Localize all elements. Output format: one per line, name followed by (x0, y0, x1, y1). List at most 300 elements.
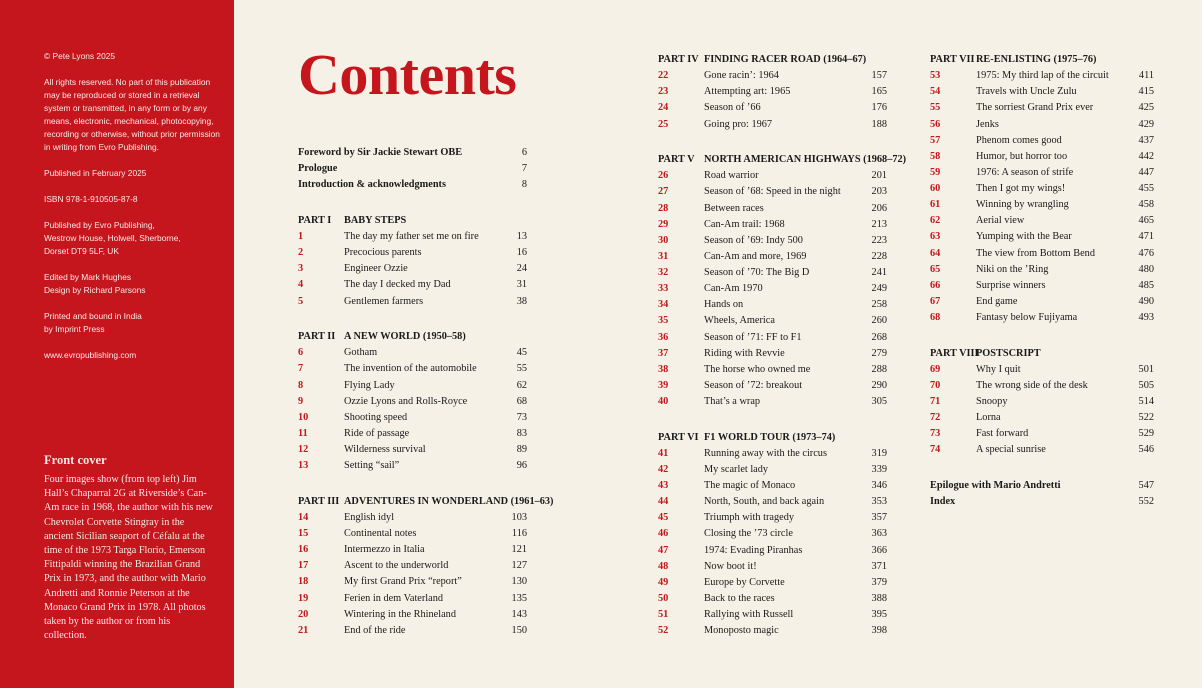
chapter-title: End game (976, 295, 1018, 307)
chapter-row (930, 229, 1154, 245)
page-number: 288 (871, 363, 887, 375)
chapter-number: 4 (298, 279, 304, 291)
page-number: 228 (871, 250, 887, 262)
chapter-row (658, 526, 887, 542)
chapter-title: Monoposto magic (704, 625, 779, 637)
chapter-title: Attempting art: 1965 (704, 86, 791, 98)
chapter-title: My first Grand Prix “report” (344, 576, 462, 588)
chapter-number: 57 (930, 134, 941, 146)
chapter-row (298, 591, 527, 607)
chapter-row (658, 623, 887, 639)
toc-entry (298, 145, 527, 161)
chapter-title: Season of ’70: The Big D (704, 267, 810, 278)
publisher-line: Published by Evro Publishing, (44, 220, 155, 230)
chapter-row (658, 462, 887, 478)
chapter-number: 36 (658, 331, 669, 343)
chapter-row (658, 559, 887, 575)
chapter-number: 18 (298, 576, 309, 588)
page-number: 176 (871, 102, 887, 114)
printing-info (44, 310, 224, 336)
chapter-row (930, 442, 1154, 458)
chapter-title: Fast forward (976, 428, 1029, 440)
chapter-title: Flying Lady (344, 379, 395, 391)
chapter-row (658, 117, 887, 133)
entry-title: Epilogue with Mario Andretti (930, 480, 1061, 491)
chapter-row (658, 478, 887, 494)
chapter-row (298, 458, 527, 474)
chapter-title: Why I quit (976, 363, 1021, 375)
chapter-number: 48 (658, 560, 669, 572)
chapter-title: Wintering in the Rhineland (344, 608, 456, 620)
part-title: F1 WORLD TOUR (1973–74) (704, 431, 836, 443)
part-heading (930, 52, 1154, 68)
page-number: 552 (1138, 496, 1154, 508)
chapter-row (298, 442, 527, 458)
part-heading (298, 329, 527, 345)
chapter-row (930, 165, 1154, 181)
part-heading (658, 52, 887, 68)
chapter-title: That’s a wrap (704, 396, 761, 407)
page-number: 493 (1138, 312, 1154, 323)
page-number: 476 (1138, 247, 1154, 259)
chapter-title: Ferien in dem Vaterland (344, 592, 444, 604)
credits (44, 271, 224, 297)
page-number: 55 (516, 363, 527, 375)
chapter-number: 13 (298, 460, 309, 472)
chapter-row (658, 184, 887, 200)
chapter-number: 35 (658, 315, 669, 327)
chapter-title: Humor, but horror too (976, 150, 1068, 162)
chapter-row (298, 542, 527, 558)
chapter-number: 37 (658, 347, 669, 359)
chapter-number: 63 (930, 231, 941, 243)
red-sidebar (0, 0, 234, 688)
chapter-number: 27 (658, 186, 669, 198)
part-number: PART III (298, 495, 340, 507)
chapter-row (298, 378, 527, 394)
chapter-title: Travels with Uncle Zulu (976, 86, 1077, 98)
page-number: 96 (516, 460, 527, 472)
chapter-row (658, 281, 887, 297)
toc-entry (930, 478, 1154, 494)
chapter-row (298, 294, 527, 310)
chapter-title: Running away with the circus (704, 447, 827, 459)
chapter-number: 68 (930, 312, 941, 323)
toc-column-right (930, 52, 1154, 510)
chapter-title: Lorna (976, 412, 1001, 424)
page-number: 68 (516, 395, 527, 407)
chapter-row (930, 213, 1154, 229)
chapter-number: 8 (298, 379, 304, 391)
chapter-title: Gentlemen farmers (344, 295, 424, 307)
chapter-number: 49 (658, 576, 669, 588)
chapter-row (930, 294, 1154, 310)
chapter-row (658, 233, 887, 249)
chapter-title: Engineer Ozzie (344, 263, 408, 275)
page-number: 388 (871, 592, 887, 604)
page-number: 188 (871, 118, 887, 130)
chapter-number: 15 (298, 528, 309, 539)
chapter-number: 1 (298, 231, 304, 242)
chapter-number: 30 (658, 234, 669, 246)
page-number: 7 (521, 163, 527, 175)
chapter-row (298, 261, 527, 277)
chapter-title: The horse who owned me (704, 363, 811, 375)
page-number: 62 (516, 379, 527, 391)
chapter-row (298, 510, 527, 526)
chapter-row (930, 133, 1154, 149)
chapter-number: 59 (930, 166, 941, 178)
entry-title: Prologue (298, 163, 338, 175)
part-heading (298, 213, 527, 229)
chapter-title: Wilderness survival (344, 444, 426, 455)
page-number: 447 (1138, 166, 1154, 178)
chapter-number: 23 (658, 86, 669, 98)
chapter-title: Winning by wrangling (976, 199, 1069, 211)
chapter-row (658, 313, 887, 329)
chapter-number: 51 (658, 609, 669, 620)
page-number: 249 (871, 283, 887, 295)
chapter-number: 60 (930, 183, 941, 194)
chapter-number: 56 (930, 118, 941, 130)
chapter-number: 17 (298, 560, 309, 572)
chapter-number: 11 (298, 427, 308, 439)
part-number: PART I (298, 214, 332, 226)
chapter-title: The view from Bottom Bend (976, 247, 1095, 259)
page-number: 116 (511, 528, 527, 539)
page-number: 121 (511, 544, 527, 556)
chapter-number: 26 (658, 170, 669, 182)
chapter-number: 10 (298, 411, 309, 423)
chapter-title: Gotham (344, 347, 378, 359)
chapter-row (930, 362, 1154, 378)
entry-title: Foreword by Sir Jackie Stewart OBE (298, 147, 463, 158)
publisher-line: Dorset DT9 5LF, UK (44, 246, 119, 256)
chapter-row (298, 558, 527, 574)
chapter-title: A special sunrise (976, 444, 1046, 456)
chapter-title: Road warrior (704, 170, 759, 182)
chapter-number: 14 (298, 511, 309, 523)
chapter-row (930, 100, 1154, 116)
part-number: PART VI (658, 431, 699, 443)
chapter-number: 54 (930, 86, 941, 98)
page-number: 206 (871, 202, 887, 214)
chapter-number: 47 (658, 544, 669, 556)
chapter-title: The day my father set me on fire (344, 231, 479, 242)
chapter-title: Yumping with the Bear (976, 231, 1072, 243)
chapter-number: 66 (930, 279, 941, 291)
page-number: 429 (1138, 118, 1154, 130)
chapter-row (658, 510, 887, 526)
part-heading (658, 152, 907, 168)
page-number: 143 (511, 608, 527, 620)
chapter-row (930, 117, 1154, 133)
chapter-title: Niki on the ’Ring (976, 263, 1049, 275)
chapter-number: 41 (658, 447, 669, 459)
page-number: 305 (871, 396, 887, 407)
page-number: 268 (871, 331, 887, 343)
page-number: 522 (1138, 412, 1154, 424)
chapter-row (930, 394, 1154, 410)
part-number: PART VII (930, 54, 975, 65)
chapter-number: 32 (658, 267, 669, 278)
toc-entry (930, 494, 1154, 510)
page-number: 379 (871, 576, 887, 588)
chapter-row (658, 543, 887, 559)
page-number: 505 (1138, 379, 1154, 391)
page-number: 357 (871, 512, 887, 524)
chapter-title: Closing the ’73 circle (704, 528, 793, 540)
chapter-title: Hands on (704, 299, 744, 311)
page-number: 529 (1138, 428, 1154, 440)
chapter-title: Then I got my wings! (976, 183, 1066, 194)
design-credit: Design by Richard Parsons (44, 285, 146, 295)
page-title: Contents (298, 42, 517, 107)
chapter-title: Setting “sail” (344, 460, 400, 472)
chapter-title: Season of ’66 (704, 102, 761, 114)
chapter-title: Ride of passage (344, 427, 410, 439)
chapter-row (658, 362, 887, 378)
page-number: 485 (1138, 279, 1154, 291)
chapter-number: 61 (930, 199, 941, 211)
chapter-number: 65 (930, 263, 941, 275)
chapter-number: 55 (930, 102, 941, 114)
chapter-title: Europe by Corvette (704, 576, 785, 588)
chapter-row (930, 262, 1154, 278)
chapter-title: Rallying with Russell (704, 609, 794, 620)
chapter-number: 25 (658, 118, 669, 130)
page-number: 415 (1138, 86, 1154, 98)
chapter-title: 1974: Evading Piranhas (704, 544, 803, 556)
part-heading (298, 494, 554, 510)
chapter-title: Season of ’71: FF to F1 (704, 331, 802, 343)
front-cover-heading: Front cover (44, 453, 107, 467)
chapter-row (658, 607, 887, 623)
chapter-number: 53 (930, 70, 941, 82)
chapter-row (658, 591, 887, 607)
page-number: 490 (1138, 295, 1154, 307)
page-number: 290 (871, 379, 887, 391)
rights-statement: All rights reserved. No part of this publication may be reproduced or stored in a retrieval system or transmitted, in any form or by any means, electronic, mechanical, photocopying, recording or otherwise, without prior permission in writing from Evro Publishing. (44, 77, 220, 152)
chapter-number: 46 (658, 528, 669, 540)
chapter-row (298, 410, 527, 426)
page-number: 366 (871, 544, 887, 556)
chapter-number: 50 (658, 592, 669, 604)
chapter-title: Season of ’68: Speed in the night (704, 186, 841, 198)
chapter-number: 21 (298, 624, 309, 636)
chapter-number: 19 (298, 592, 309, 604)
page-number: 16 (516, 247, 527, 259)
chapter-number: 34 (658, 299, 669, 311)
chapter-number: 7 (298, 363, 304, 375)
chapter-title: Now boot it! (704, 560, 757, 572)
chapter-title: Intermezzo in Italia (344, 544, 425, 556)
page-number: 480 (1138, 263, 1154, 275)
page-number: 258 (871, 299, 887, 311)
chapter-title: Can-Am 1970 (704, 283, 763, 295)
chapter-row (298, 229, 527, 245)
page-number: 455 (1138, 183, 1154, 194)
page-number: 437 (1138, 134, 1154, 146)
copyright-line: © Pete Lyons 2025 (44, 51, 116, 61)
part-title: A NEW WORLD (1950–58) (344, 331, 466, 343)
front-cover-caption (44, 453, 214, 643)
chapter-row (658, 217, 887, 233)
page-number: 398 (871, 625, 887, 637)
chapter-row (658, 201, 887, 217)
chapter-row (658, 330, 887, 346)
part-heading (930, 346, 1154, 362)
chapter-number: 44 (658, 496, 669, 508)
chapter-number: 12 (298, 444, 309, 455)
entry-title: Index (930, 496, 956, 508)
chapter-row (298, 623, 527, 639)
chapter-number: 40 (658, 396, 669, 407)
chapter-title: 1975: My third lap of the circuit (976, 70, 1109, 82)
chapter-number: 62 (930, 215, 941, 227)
chapter-row (298, 345, 527, 361)
page-number: 353 (871, 496, 887, 508)
chapter-title: Between races (704, 202, 764, 214)
page-number: 395 (871, 609, 887, 620)
part-title: POSTSCRIPT (976, 347, 1041, 359)
toc-entry (298, 177, 527, 193)
printing-line: by Imprint Press (44, 324, 105, 334)
page-number: 8 (521, 179, 527, 191)
chapter-row (930, 278, 1154, 294)
chapter-title: English idyl (344, 511, 395, 523)
page-number: 135 (511, 592, 527, 604)
page-number: 411 (1138, 70, 1154, 82)
chapter-row (298, 394, 527, 410)
page-number: 127 (511, 560, 527, 572)
chapter-number: 9 (298, 395, 304, 407)
chapter-number: 2 (298, 247, 304, 259)
chapter-row (658, 346, 887, 362)
chapter-row (298, 426, 527, 442)
chapter-row (298, 245, 527, 261)
chapter-number: 74 (930, 444, 941, 456)
chapter-number: 67 (930, 295, 941, 307)
page-number: 346 (871, 480, 887, 491)
chapter-number: 3 (298, 263, 304, 275)
chapter-number: 70 (930, 379, 941, 391)
chapter-number: 64 (930, 247, 941, 259)
chapter-row (930, 181, 1154, 197)
chapter-number: 73 (930, 428, 941, 440)
chapter-row (658, 575, 887, 591)
chapter-row (658, 394, 887, 410)
page-number: 501 (1138, 363, 1154, 375)
chapter-title: Wheels, America (704, 315, 775, 327)
chapter-title: Snoopy (976, 396, 1008, 407)
chapter-number: 28 (658, 202, 669, 214)
chapter-title: Gone racin’: 1964 (704, 70, 779, 82)
chapter-number: 69 (930, 363, 941, 375)
publication-date: Published in February 2025 (44, 168, 147, 178)
website: www.evropublishing.com (44, 350, 137, 360)
chapter-row (930, 378, 1154, 394)
page-number: 241 (871, 267, 887, 278)
chapter-row (658, 249, 887, 265)
page-number: 339 (871, 463, 887, 475)
page-number: 425 (1138, 102, 1154, 114)
chapter-row (658, 84, 887, 100)
chapter-title: Surprise winners (976, 279, 1046, 291)
chapter-number: 6 (298, 347, 304, 359)
page-number: 319 (871, 447, 887, 459)
page-number: 6 (521, 147, 527, 158)
chapter-title: Phenom comes good (976, 134, 1062, 146)
page-number: 165 (871, 86, 887, 98)
page-number: 465 (1138, 215, 1154, 227)
front-cover-text: Four images show (from top left) Jim Hall’s Chaparral 2G at Riverside’s Can-Am race in 1968, the author with his new Chevrolet Corvette Stingray in the ancient Sicilian seaport of Céfalu at the time of the 1973 Targa Florio, Emerson Fittipaldi winning the Brazilian Grand Prix in 1973, and the author with Mario Andretti and Ronnie Peterson at the Monaco Grand Prix in 1978. All photos taken by the author or from his collection. (44, 474, 213, 642)
chapter-number: 42 (658, 463, 669, 475)
chapter-row (658, 494, 887, 510)
chapter-row (658, 168, 887, 184)
page-number: 514 (1138, 396, 1154, 407)
chapter-title: Fantasy below Fujiyama (976, 312, 1078, 323)
chapter-title: Jenks (976, 118, 999, 130)
part-number: PART II (298, 331, 336, 343)
page-number: 363 (871, 528, 887, 540)
chapter-row (298, 526, 527, 542)
chapter-row (658, 68, 887, 84)
chapter-row (658, 297, 887, 313)
chapter-row (930, 149, 1154, 165)
chapter-number: 52 (658, 625, 669, 637)
chapter-number: 72 (930, 412, 941, 424)
chapter-number: 38 (658, 363, 669, 375)
chapter-row (298, 607, 527, 623)
chapter-title: Riding with Revvie (704, 347, 785, 359)
chapter-number: 24 (658, 102, 669, 114)
part-number: PART IV (658, 54, 699, 65)
page-number: 38 (516, 295, 527, 307)
chapter-title: Can-Am trail: 1968 (704, 218, 785, 230)
chapter-number: 43 (658, 480, 669, 491)
chapter-title: Season of ’72: breakout (704, 379, 803, 391)
page-number: 157 (871, 70, 887, 82)
part-heading (658, 430, 887, 446)
page-number: 223 (871, 234, 887, 246)
chapter-number: 58 (930, 150, 941, 162)
contents-page (234, 0, 1202, 688)
chapter-row (930, 84, 1154, 100)
chapter-title: My scarlet lady (704, 463, 769, 475)
chapter-row (658, 100, 887, 116)
chapter-title: Ozzie Lyons and Rolls-Royce (344, 395, 468, 407)
chapter-row (930, 426, 1154, 442)
chapter-row (658, 378, 887, 394)
chapter-number: 33 (658, 283, 669, 295)
toc-column-left (298, 145, 554, 639)
chapter-title: End of the ride (344, 624, 406, 636)
page-number: 279 (871, 347, 887, 359)
chapter-title: Going pro: 1967 (704, 118, 773, 130)
page-number: 371 (871, 560, 887, 572)
imprint-block (44, 50, 224, 375)
chapter-row (930, 68, 1154, 84)
isbn: ISBN 978-1-910505-87-8 (44, 194, 138, 204)
page-number: 471 (1138, 231, 1154, 243)
chapter-number: 20 (298, 608, 309, 620)
entry-title: Introduction & acknowledgments (298, 179, 446, 191)
chapter-title: Triumph with tragedy (704, 512, 795, 524)
page-number: 547 (1138, 480, 1154, 491)
page-number: 150 (511, 624, 527, 636)
printing-line: Printed and bound in India (44, 311, 142, 321)
